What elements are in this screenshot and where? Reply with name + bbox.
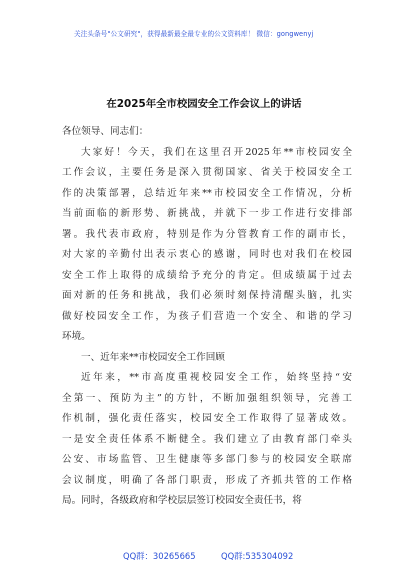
- section-heading: 一、近年来**市校园安全工作回顾: [81, 351, 225, 363]
- text-line: 近年来，**市高度重视校园安全工作，始终坚持“安: [81, 372, 352, 383]
- qq-group-2: QQ群:535304092: [221, 551, 294, 561]
- text-line: 全第一、预防为主”的方针，不断加强组织领导，完善工: [62, 392, 352, 404]
- text-line: 对大家的辛勤付出表示衷心的感谢，同时也对我们在校园: [62, 249, 352, 260]
- text-line: 公安、市场监管、卫生健康等多部门参与的校园安全联席: [62, 454, 352, 465]
- text-line: 环境。: [62, 331, 91, 342]
- text-line: 面对新的任务和挑战，我们必须时刻保持清醒头脑，扎实: [62, 290, 352, 301]
- text-line: 作的决策部署，总结近年来**市校园安全工作情况，分析: [62, 187, 352, 199]
- text-line: 一是安全责任体系不断健全。我们建立了由教育部门牵头: [62, 433, 352, 445]
- text-line: 安全工作上取得的成绩给予充分的肯定。但成绩属于过去: [62, 269, 352, 281]
- page-header: [0, 0, 408, 50]
- document-body: [62, 122, 352, 512]
- text-line: 署。我代表市政府，特别是作为分管教育工作的副市长，: [62, 228, 352, 240]
- page-footer: [0, 550, 408, 570]
- opening-paragraph: [62, 143, 352, 348]
- qq-group-1: QQ群：30265665: [123, 551, 196, 561]
- text-line: 当前面临的新形势、新挑战，并就下一步工作进行安排部: [62, 208, 352, 219]
- text-line: 大家好！今天，我们在这里召开2025年**市校园安全: [81, 146, 352, 158]
- text-line: 作机制，强化责任落实，校园安全工作取得了显著成效。: [62, 413, 352, 424]
- text-line: 工作会议，主要任务是深入贯彻国家、省关于校园安全工: [62, 167, 352, 178]
- text-line: 局。同时，各级政府和学校层层签订校园安全责任书，将: [62, 495, 302, 506]
- section-paragraph: [62, 368, 352, 512]
- header-notice: 关注头条号"公文研究"，获得最新最全最专业的公文资料库！ 微信：gongwenyj: [74, 30, 314, 38]
- document-title: 在2025年全市校园安全工作会议上的讲话: [106, 98, 302, 110]
- text-line: 做好校园安全工作，为孩子们营造一个安全、和谐的学习: [62, 310, 352, 322]
- text-line: 会议制度，明确了各部门职责，形成了齐抓共管的工作格: [62, 474, 352, 486]
- salutation: 各位领导、同志们：: [62, 126, 149, 137]
